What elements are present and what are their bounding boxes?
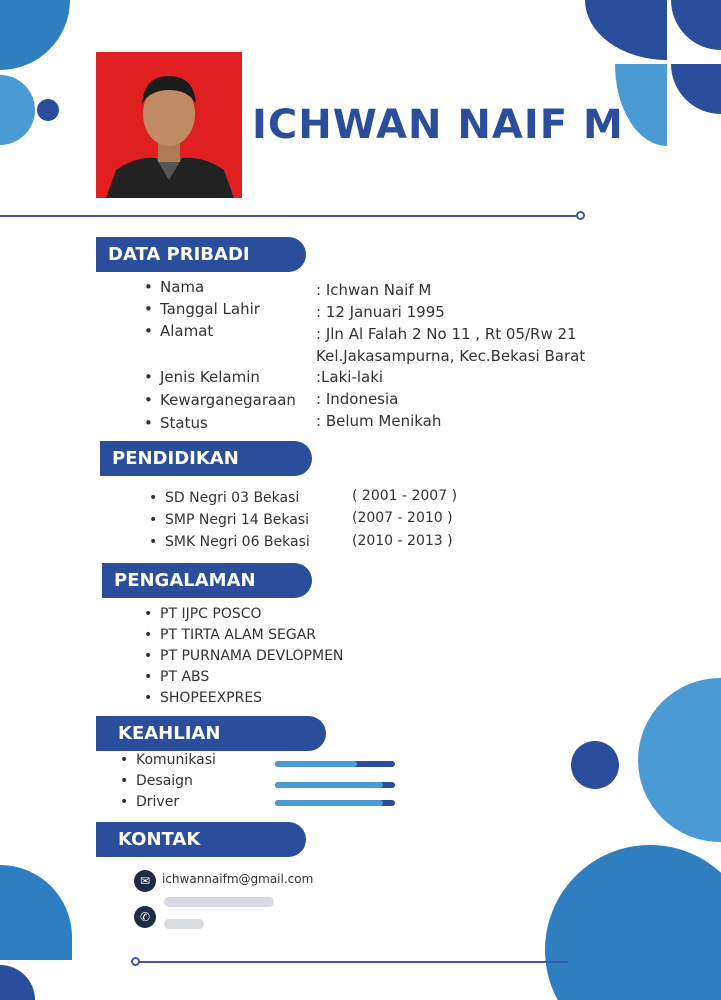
field-label-kewarganegaraan: • Kewarganegaraan: [144, 390, 296, 410]
experience-item: • SHOPEEXPRES: [144, 688, 262, 708]
decor-bottom-left: [0, 865, 80, 1000]
experience-item: • PT IJPC POSCO: [144, 604, 262, 624]
experience-item: • PT PURNAMA DEVLOPMEN: [144, 646, 343, 666]
field-label-alamat: • Alamat: [144, 321, 213, 341]
experience-item: • PT TIRTA ALAM SEGAR: [144, 625, 316, 645]
skill-label-desaign: • Desaign: [120, 771, 193, 791]
top-divider-dot: [576, 211, 585, 220]
phone-icon: ✆: [134, 906, 156, 928]
section-data-pribadi-header: DATA PRIBADI: [96, 237, 306, 272]
decor-bottom-right: [540, 660, 721, 1000]
section-pengalaman-header: PENGALAMAN: [102, 563, 312, 598]
skill-label-komunikasi: • Komunikasi: [120, 750, 216, 770]
contact-redacted-line: [164, 919, 204, 929]
field-label-status: • Status: [144, 413, 208, 433]
education-school: • SMP Negri 14 Bekasi: [149, 510, 309, 530]
skill-label-driver: • Driver: [120, 792, 179, 812]
skill-bar-komunikasi: [275, 761, 395, 767]
field-value-nama: : Ichwan Naif M: [316, 281, 432, 299]
field-label-jenis-kelamin: • Jenis Kelamin: [144, 367, 260, 387]
education-school: • SD Negri 03 Bekasi: [149, 488, 299, 508]
top-divider: [0, 215, 578, 217]
education-years: ( 2001 - 2007 ): [352, 488, 458, 504]
contact-redacted-line: [164, 897, 274, 907]
decor-top-left: [0, 0, 110, 160]
field-label-nama: • Nama: [144, 277, 204, 297]
field-value-alamat: : Jln Al Falah 2 No 11 , Rt 05/Rw 21: [316, 325, 577, 343]
education-years: (2010 - 2013 ): [352, 533, 453, 549]
field-value-tanggal-lahir: : 12 Januari 1995: [316, 303, 445, 321]
section-keahlian-header: KEAHLIAN: [96, 716, 326, 751]
education-years: (2007 - 2010 ): [352, 510, 453, 526]
contact-email[interactable]: ichwannaifm@gmail.com: [162, 872, 314, 886]
person-name: ICHWAN NAIF M: [252, 102, 624, 148]
profile-photo: [96, 52, 242, 198]
field-value-kewarganegaraan: : Indonesia: [316, 390, 399, 408]
field-value-alamat-line2: Kel.Jakasampurna, Kec.Bekasi Barat: [316, 347, 586, 365]
skill-bar-driver: [275, 800, 395, 806]
education-school: • SMK Negri 06 Bekasi: [149, 532, 310, 552]
bottom-divider: [138, 961, 568, 963]
skill-bar-desaign: [275, 782, 395, 788]
section-pendidikan-header: PENDIDIKAN: [100, 441, 312, 476]
mail-icon: ✉: [134, 870, 156, 892]
field-label-tanggal-lahir: • Tanggal Lahir: [144, 299, 260, 319]
field-value-status: : Belum Menikah: [316, 412, 442, 430]
section-kontak-header: KONTAK: [96, 822, 306, 857]
field-value-jenis-kelamin: :Laki-laki: [316, 368, 384, 386]
experience-item: • PT ABS: [144, 667, 209, 687]
